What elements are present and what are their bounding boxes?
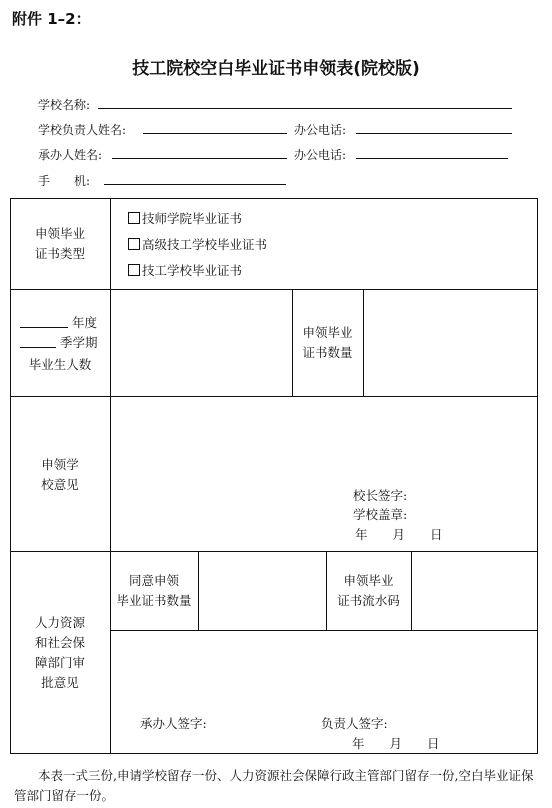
year-blank[interactable] bbox=[20, 315, 68, 328]
office-phone-field-2[interactable] bbox=[356, 158, 508, 159]
school-opinion-label: 申领学 校意见 bbox=[41, 457, 79, 492]
checkbox-technical-school[interactable] bbox=[128, 264, 140, 276]
principal-name-field[interactable] bbox=[143, 133, 287, 134]
year-row: 年度 bbox=[20, 313, 97, 331]
cert-qty-cell[interactable] bbox=[364, 290, 538, 396]
footnote: 本表一式三份,申请学校留存一份、人力资源社会保障行政主管部门留存一份,空白毕业证保管部门留存一份。 bbox=[14, 768, 534, 803]
cert-option-technical-school[interactable]: 技工学校毕业证书 bbox=[128, 261, 242, 279]
handler-signature-label: 承办人签字: bbox=[140, 716, 207, 731]
graduates-count-cell[interactable] bbox=[111, 290, 292, 396]
graduates-label: 毕业生人数 bbox=[28, 357, 92, 372]
office-phone-field-1[interactable] bbox=[356, 133, 512, 134]
hr-opinion-label: 人力资源 和社会保 障部门审 批意见 bbox=[34, 615, 85, 690]
page-title: 技工院校空白毕业证书申领表(院校版) bbox=[132, 59, 420, 79]
office-phone-label-1: 办公电话: bbox=[294, 123, 347, 137]
handler-name-label: 承办人姓名: bbox=[38, 148, 103, 162]
attachment-label: 附件 1–2： bbox=[12, 10, 91, 28]
cert-option-technician-college[interactable]: 技师学院毕业证书 bbox=[128, 209, 242, 227]
school-opinion-date: 年 月 日 bbox=[355, 527, 443, 542]
school-name-label: 学校名称: bbox=[38, 98, 91, 112]
serial-label: 申领毕业 证书流水码 bbox=[337, 573, 400, 608]
cert-type-label: 申领毕业 证书类型 bbox=[34, 226, 85, 261]
hr-approval-date: 年 月 日 bbox=[352, 736, 440, 751]
school-seal-label: 学校盖章: bbox=[353, 507, 408, 522]
responsible-signature-label: 负责人签字: bbox=[321, 716, 388, 731]
handler-name-field[interactable] bbox=[112, 158, 287, 159]
principal-signature-label: 校长签字: bbox=[353, 488, 408, 503]
semester-blank[interactable] bbox=[20, 335, 56, 348]
mobile-field[interactable] bbox=[104, 184, 286, 185]
cert-option-senior-technical-school[interactable]: 高级技工学校毕业证书 bbox=[128, 235, 267, 253]
school-name-field[interactable] bbox=[98, 108, 512, 109]
principal-name-label: 学校负责人姓名: bbox=[38, 123, 127, 137]
agreed-qty-cell[interactable] bbox=[199, 552, 326, 630]
agreed-qty-label: 同意申领 毕业证书数量 bbox=[116, 573, 192, 608]
office-phone-label-2: 办公电话: bbox=[294, 148, 347, 162]
serial-cell[interactable] bbox=[412, 552, 538, 630]
semester-row: 季学期 bbox=[20, 333, 98, 351]
mobile-label: 手 机: bbox=[38, 174, 91, 188]
cert-qty-label: 申领毕业 证书数量 bbox=[302, 325, 353, 360]
checkbox-senior-technical-school[interactable] bbox=[128, 238, 140, 250]
checkbox-technician-college[interactable] bbox=[128, 212, 140, 224]
